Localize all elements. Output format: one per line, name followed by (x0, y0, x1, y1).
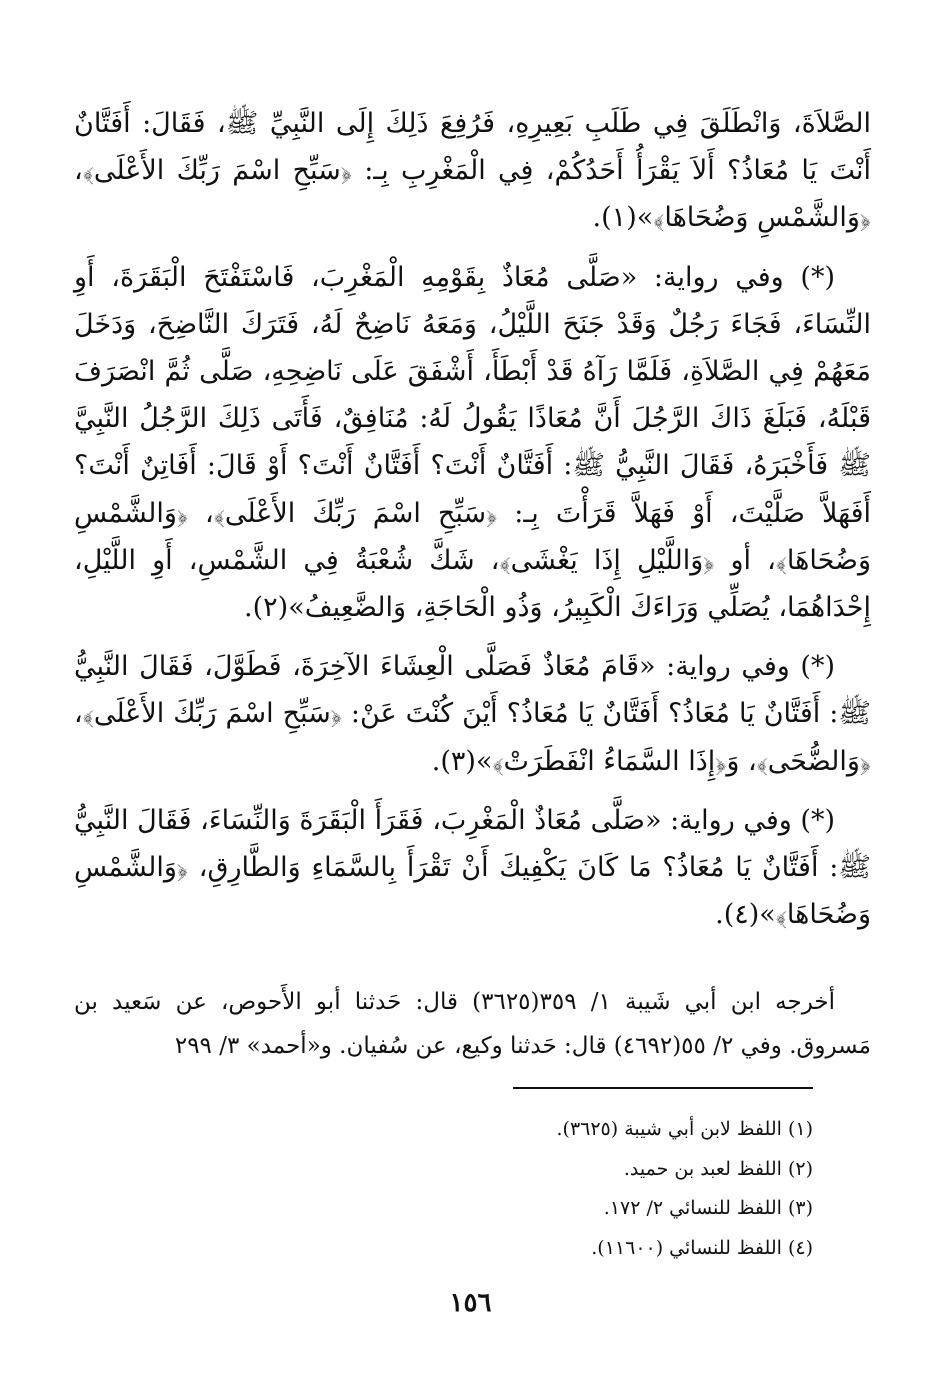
paragraph: الصَّلاَةَ، وَانْطَلَقَ فِي طَلَبِ بَعِيرِهِ، فَرُفِعَ ذَلِكَ إِلَى النَّبِيِّ ﷺ، فَقَالَ: أَفَتَّانٌ أَنْتَ يَا مُعَاذُ؟ أَلاَ يَقْرَأُ أَحَدُكُمْ، فِي الْمَغْرِبِ بِـ: ﴿سَبِّحِ اسْمَ رَبِّكَ الأَعْلَى﴾، ﴿وَالشَّمْسِ وَضُحَاهَا﴾»(١). (74, 108, 871, 234)
footnote: (٢) اللفظ لعبد بن حميد. (623, 1157, 813, 1180)
footnote: (٤) اللفظ للنسائي (١١٦٠٠). (591, 1236, 813, 1259)
source-citation: أخرجه ابن أبي شَيبة ١/ ٣٥٩(٣٦٢٥) قال: حَدثنا أبو الأَحوص، عن سَعيد بن مَسروق. وفي ٢/ ٥٥(٤٦٩٢) قال: حَدثنا وكيع، عن سُفيان. و«أحمد» ٣/ ٢٩٩ (74, 989, 871, 1059)
paragraph: (*) وفي رواية: «صَلَّى مُعَاذٌ بِقَوْمِهِ الْمَغْرِبَ، فَاسْتَفْتَحَ الْبَقَرَةَ، أَوِ النِّسَاءَ، فَجَاءَ رَجُلٌ وَقَدْ جَنَحَ اللَّيْلُ، وَمَعَهُ نَاضِحٌ لَهُ، فَتَرَكَ النَّاضِحَ، وَدَخَلَ مَعَهُمْ فِي الصَّلاَةِ، فَلَمَّا رَآهُ قَدْ أَبْطَأَ، أَشْفَقَ عَلَى نَاضِحِهِ، صَلَّى ثُمَّ انْصَرَفَ قَبْلَهُ، فَبَلَغَ ذَاكَ الرَّجُلَ أَنَّ مُعَاذًا يَقُولُ لَهُ: مُنَافِقٌ، فَأَتَى ذَلِكَ الرَّجُلُ النَّبِيَّ ﷺ فَأَخْبَرَهُ، فَقَالَ النَّبِيُّ ﷺ: أَفَتَّانٌ أَنْتَ؟ أَفَتَّانٌ أَنْتَ؟ أَوْ قَالَ: أَفَاتِنٌ أَنْتَ؟ أَفَهَلاَّ صَلَّيْتَ، أَوْ فَهَلاَّ قَرَأْتَ بِـ: ﴿سَبِّحِ اسْمَ رَبِّكَ الأَعْلَى﴾، ﴿وَالشَّمْسِ وَضُحَاهَا﴾، أو ﴿وَاللَّيْلِ إِذَا يَغْشَى﴾، شَكَّ شُعْبَةُ فِي الشَّمْسِ، أَوِ اللَّيْلِ، إِحْدَاهُمَا، يُصَلِّي وَرَاءَكَ الْكَبِيرُ، وَذُو الْحَاجَةِ، وَالضَّعِيفُ»(٢). (74, 261, 871, 624)
paragraph: (*) وفي رواية: «صَلَّى مُعَاذٌ الْمَغْرِبَ، فَقَرَأَ الْبَقَرَةَ وَالنِّسَاءَ، فَقَالَ النَّبِيُّ ﷺ: أَفَتَّانٌ يَا مُعَاذُ؟ مَا كَانَ يَكْفِيكَ أَنْ تَقْرَأَ بِالسَّمَاءِ وَالطَّارِقِ، ﴿وَالشَّمْسِ وَضُحَاهَا﴾»(٤). (74, 804, 871, 931)
footnote: (١) اللفظ لابن أبي شيبة (٣٦٢٥). (556, 1118, 813, 1140)
main-text (74, 100, 871, 950)
footnote-divider (513, 1087, 813, 1089)
page-number: ١٥٦ (449, 1288, 492, 1318)
footnotes (293, 1110, 813, 1268)
paragraph: (*) وفي رواية: «قَامَ مُعَاذٌ فَصَلَّى الْعِشَاءَ الآخِرَةَ، فَطَوَّلَ، فَقَالَ النَّبِيُّ ﷺ: أَفَتَّانٌ يَا مُعَاذُ؟ أَفَتَّانٌ يَا مُعَاذُ؟ أَيْنَ كُنْتَ عَنْ: ﴿سَبِّحِ اسْمَ رَبِّكَ الأَعْلَى﴾، ﴿وَالضُّحَى﴾، وَ﴿إِذَا السَّمَاءُ انْفَطَرَتْ﴾»(٣). (74, 651, 871, 777)
footnote: (٣) اللفظ للنسائي ٢/ ١٧٢. (603, 1197, 813, 1219)
